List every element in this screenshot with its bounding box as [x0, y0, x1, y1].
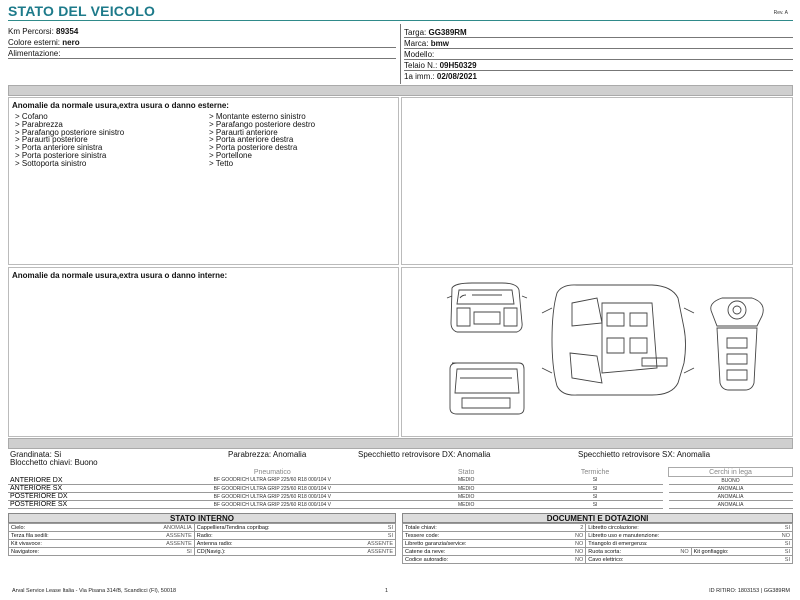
table-row: ANTERIORE SX BF GOODRICH ULTRA GRIP 225/60 R18 000/104 V MEDIO SI ANOMALIA: [8, 485, 793, 493]
table-row: Tessere code: NO Libretto uso e manutenzione: NO: [403, 532, 793, 540]
chassis-value: 09H50329: [439, 61, 477, 70]
damage-item: > Porta anteriore destra: [209, 135, 294, 145]
damage-item: > Montante esterno sinistro: [209, 112, 306, 121]
table-row: Totale chiavi: 2 Libretto circolazione: SI: [403, 524, 793, 532]
brand-value: bmw: [430, 39, 449, 48]
header-divider: [8, 20, 793, 21]
car-top-view: [542, 285, 694, 395]
tires-header-tire: Pneumatico: [253, 468, 291, 476]
fuel-row: Alimentazione:: [8, 49, 396, 59]
chassis-row: Telaio N.: 09H50329: [404, 61, 793, 71]
footer-page-number: 1: [385, 588, 389, 594]
exterior-damage-list-2: [209, 113, 315, 168]
color-value: nero: [62, 38, 80, 47]
tires-header-rims: Cerchi in lega: [669, 468, 793, 477]
tires-header-spacer: [8, 468, 140, 477]
interior-damage-title: Anomalie da normale usura,extra usura o danno interne:: [12, 271, 228, 280]
section-bar: [8, 85, 793, 96]
key-lock-status: Blocchetto chiavi: Buono: [10, 458, 98, 467]
table-row: Codice autoradio: NO Cavo elettrico: SI: [403, 556, 793, 564]
plate-value: GG389RM: [428, 28, 467, 37]
registration-row: 1a imm.: 02/08/2021: [404, 72, 477, 81]
tires-header-row: [8, 468, 793, 477]
registration-value: 02/08/2021: [436, 72, 477, 81]
damage-item: > Parabrezza: [15, 119, 63, 129]
revision-label: Rev. A: [773, 10, 788, 16]
info-divider: [400, 24, 401, 84]
exterior-photo-area: [401, 97, 793, 265]
damage-item: > Porta anteriore sinistra: [15, 143, 103, 153]
km-row: Km Percorsi: 89354: [8, 27, 79, 36]
table-row: Kit vivavoce: ASSENTE Antenna radio: ASSENTE: [9, 540, 396, 548]
plate-row: Targa: GG389RM: [404, 28, 793, 38]
damage-item: > Tetto: [209, 158, 234, 168]
tires-table: [8, 467, 793, 509]
damage-item: > Portellone: [209, 150, 252, 160]
page-title: STATO DEL VEICOLO: [8, 3, 156, 19]
damage-item: > Porta posteriore destra: [209, 143, 298, 153]
exterior-damage-box: [8, 97, 399, 265]
km-value: 89354: [56, 27, 79, 36]
footer-company: Arval Service Lease Italia - Via Pisana 314/B, Scandicci (FI), 50018: [12, 588, 177, 594]
model-row: Modello:: [404, 50, 793, 60]
hail-status: Grandinata: Si: [10, 450, 62, 459]
stato-interno-header: STATO INTERNO: [8, 513, 396, 523]
table-row: ANTERIORE DX BF GOODRICH ULTRA GRIP 225/60 R18 000/104 V MEDIO SI BUONO: [8, 477, 793, 485]
table-row: Navigatore: SI CD(Navig.): ASSENTE: [9, 548, 396, 556]
car-front-view: [447, 283, 527, 332]
damage-item: > Paraurti posteriore: [15, 135, 88, 145]
brand-row: Marca: bmw: [404, 39, 793, 49]
section-bar-2: [8, 438, 793, 449]
interior-damage-box: [8, 267, 399, 437]
table-row: POSTERIORE DX BF GOODRICH ULTRA GRIP 225/60 R18 000/104 V MEDIO SI ANOMALIA: [8, 493, 793, 501]
exterior-damage-list-1: [15, 113, 124, 168]
table-row: Libretto garanzia/service: NO Triangolo di emergenza: SI: [403, 540, 793, 548]
car-rear-view: [450, 363, 524, 414]
damage-item: > Parafango posteriore sinistro: [15, 127, 125, 137]
table-row: Terza fila sedili: ASSENTE Radio: SI: [9, 532, 396, 540]
damage-item: > Paraurti anteriore: [209, 127, 278, 137]
color-row: Colore esterni: nero: [8, 38, 396, 48]
footer-id: ID RITIRO: 1803153 | GG389RM: [709, 588, 790, 594]
damage-item: > Sottoporta sinistro: [15, 158, 87, 168]
table-row: Cielo: ANOMALIA Cappelliera/Tendina copribag: SI: [9, 524, 396, 532]
table-row: POSTERIORE SX BF GOODRICH ULTRA GRIP 225/60 R18 000/104 V MEDIO SI ANOMALIA: [8, 501, 793, 509]
mirror-sx-status: Specchietto retrovisore SX: Anomalia: [578, 450, 711, 459]
table-row: Catene da neve: NO Ruota scorta: NO Kit gonfiaggio: SI: [403, 548, 793, 556]
car-diagram-area: [401, 267, 793, 437]
damage-item: > Cofano: [15, 112, 48, 121]
damage-item: > Parafango posteriore destro: [209, 119, 316, 129]
damage-item: > Porta posteriore sinistra: [15, 150, 107, 160]
tires-header-winter: Termiche: [580, 468, 610, 476]
documenti-table: [402, 523, 793, 564]
windshield-status: Parabrezza: Anomalia: [228, 450, 307, 459]
documenti-header: DOCUMENTI E DOTAZIONI: [402, 513, 793, 523]
mirror-dx-status: Specchietto retrovisore DX: Anomalia: [358, 450, 491, 459]
tires-header-status: Stato: [458, 468, 475, 476]
car-diagram: [402, 268, 792, 436]
stato-interno-table: [8, 523, 396, 556]
car-dashboard-view: [711, 298, 764, 390]
exterior-damage-title: Anomalie da normale usura,extra usura o danno esterne:: [12, 101, 229, 110]
